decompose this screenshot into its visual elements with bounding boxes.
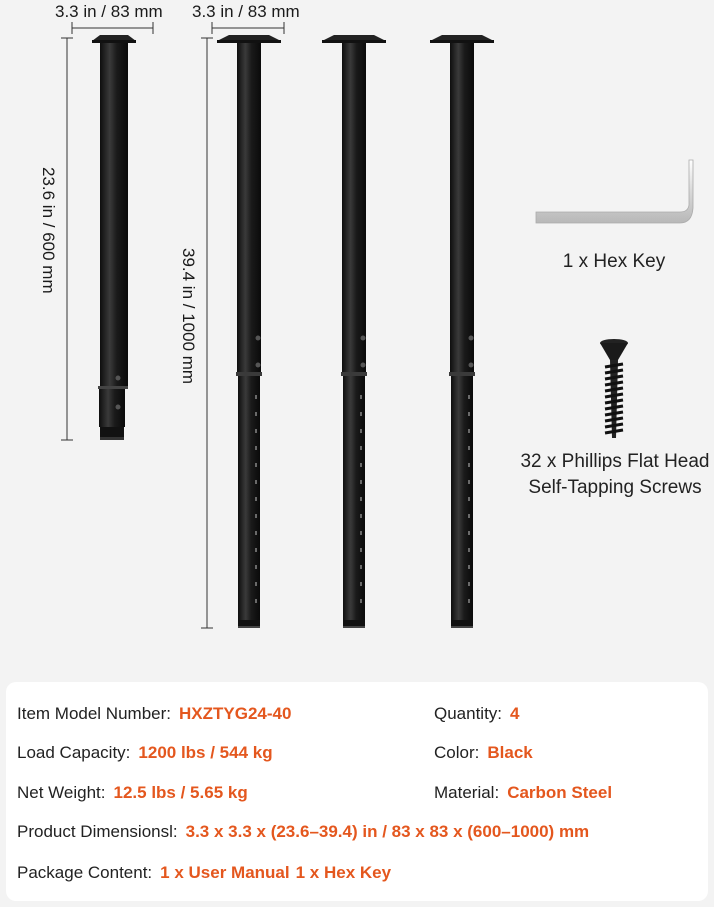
- spec-color: [434, 743, 533, 763]
- tall-leg-3: [430, 35, 494, 628]
- short-leg-width-label: 3.3 in / 83 mm: [55, 2, 163, 21]
- screws-label-line1: 32 x Phillips Flat Head: [520, 451, 710, 472]
- spec-load-value: 1200 lbs / 544 kg: [138, 743, 273, 762]
- hex-key-illustration: [536, 160, 693, 223]
- tall-leg-height-label: 39.4 in / 1000 mm: [179, 248, 198, 385]
- tall-leg-width-dimension-line: [212, 22, 284, 34]
- hex-key-label: 1 x Hex Key: [562, 251, 666, 272]
- short-table-leg: [92, 35, 136, 440]
- tall-leg-width-label: 3.3 in / 83 mm: [192, 2, 300, 21]
- spec-quantity-value: 4: [510, 704, 520, 723]
- spec-package-value-manual: 1 x User Manual: [160, 863, 290, 882]
- spec-weight-value: 12.5 lbs / 5.65 kg: [113, 783, 248, 802]
- specifications-panel: [6, 682, 708, 901]
- spec-material-value: Carbon Steel: [507, 783, 613, 802]
- short-leg-height-dimension-line: [61, 38, 73, 440]
- tall-leg-1: [217, 35, 281, 628]
- spec-dims-value: 3.3 x 3.3 x (23.6–39.4) in / 83 x 83 x (600–1000) mm: [185, 822, 590, 841]
- spec-color-value: Black: [487, 743, 533, 762]
- tall-table-legs: [217, 35, 494, 628]
- spec-model-label: Item Model Number:: [17, 704, 171, 723]
- spec-weight-label: Net Weight:: [17, 783, 106, 802]
- spec-package-label: Package Content:: [17, 863, 153, 882]
- tall-leg-2: [322, 35, 386, 628]
- short-leg-width-dimension-line: [72, 22, 153, 34]
- spec-load-capacity: [17, 743, 273, 763]
- screws-label-line2: Self-Tapping Screws: [528, 477, 702, 498]
- spec-quantity: [434, 704, 520, 724]
- screw-illustration: [600, 339, 628, 438]
- spec-quantity-label: Quantity:: [434, 704, 503, 723]
- tall-leg-height-dimension-line: [201, 38, 213, 628]
- spec-material: [434, 783, 612, 803]
- spec-color-label: Color:: [434, 743, 480, 762]
- spec-package-value-hexkey: 1 x Hex Key: [295, 863, 392, 882]
- spec-model-value: HXZTYG24-40: [179, 704, 292, 723]
- spec-dims-label: Product Dimensionsl:: [17, 822, 178, 841]
- spec-package-content: [17, 863, 391, 883]
- spec-net-weight: [17, 783, 248, 803]
- spec-load-label: Load Capacity:: [17, 743, 131, 762]
- spec-product-dimensions: [17, 822, 589, 842]
- short-leg-height-label: 23.6 in / 600 mm: [39, 167, 58, 294]
- spec-model-number: [17, 704, 291, 724]
- spec-material-label: Material:: [434, 783, 500, 802]
